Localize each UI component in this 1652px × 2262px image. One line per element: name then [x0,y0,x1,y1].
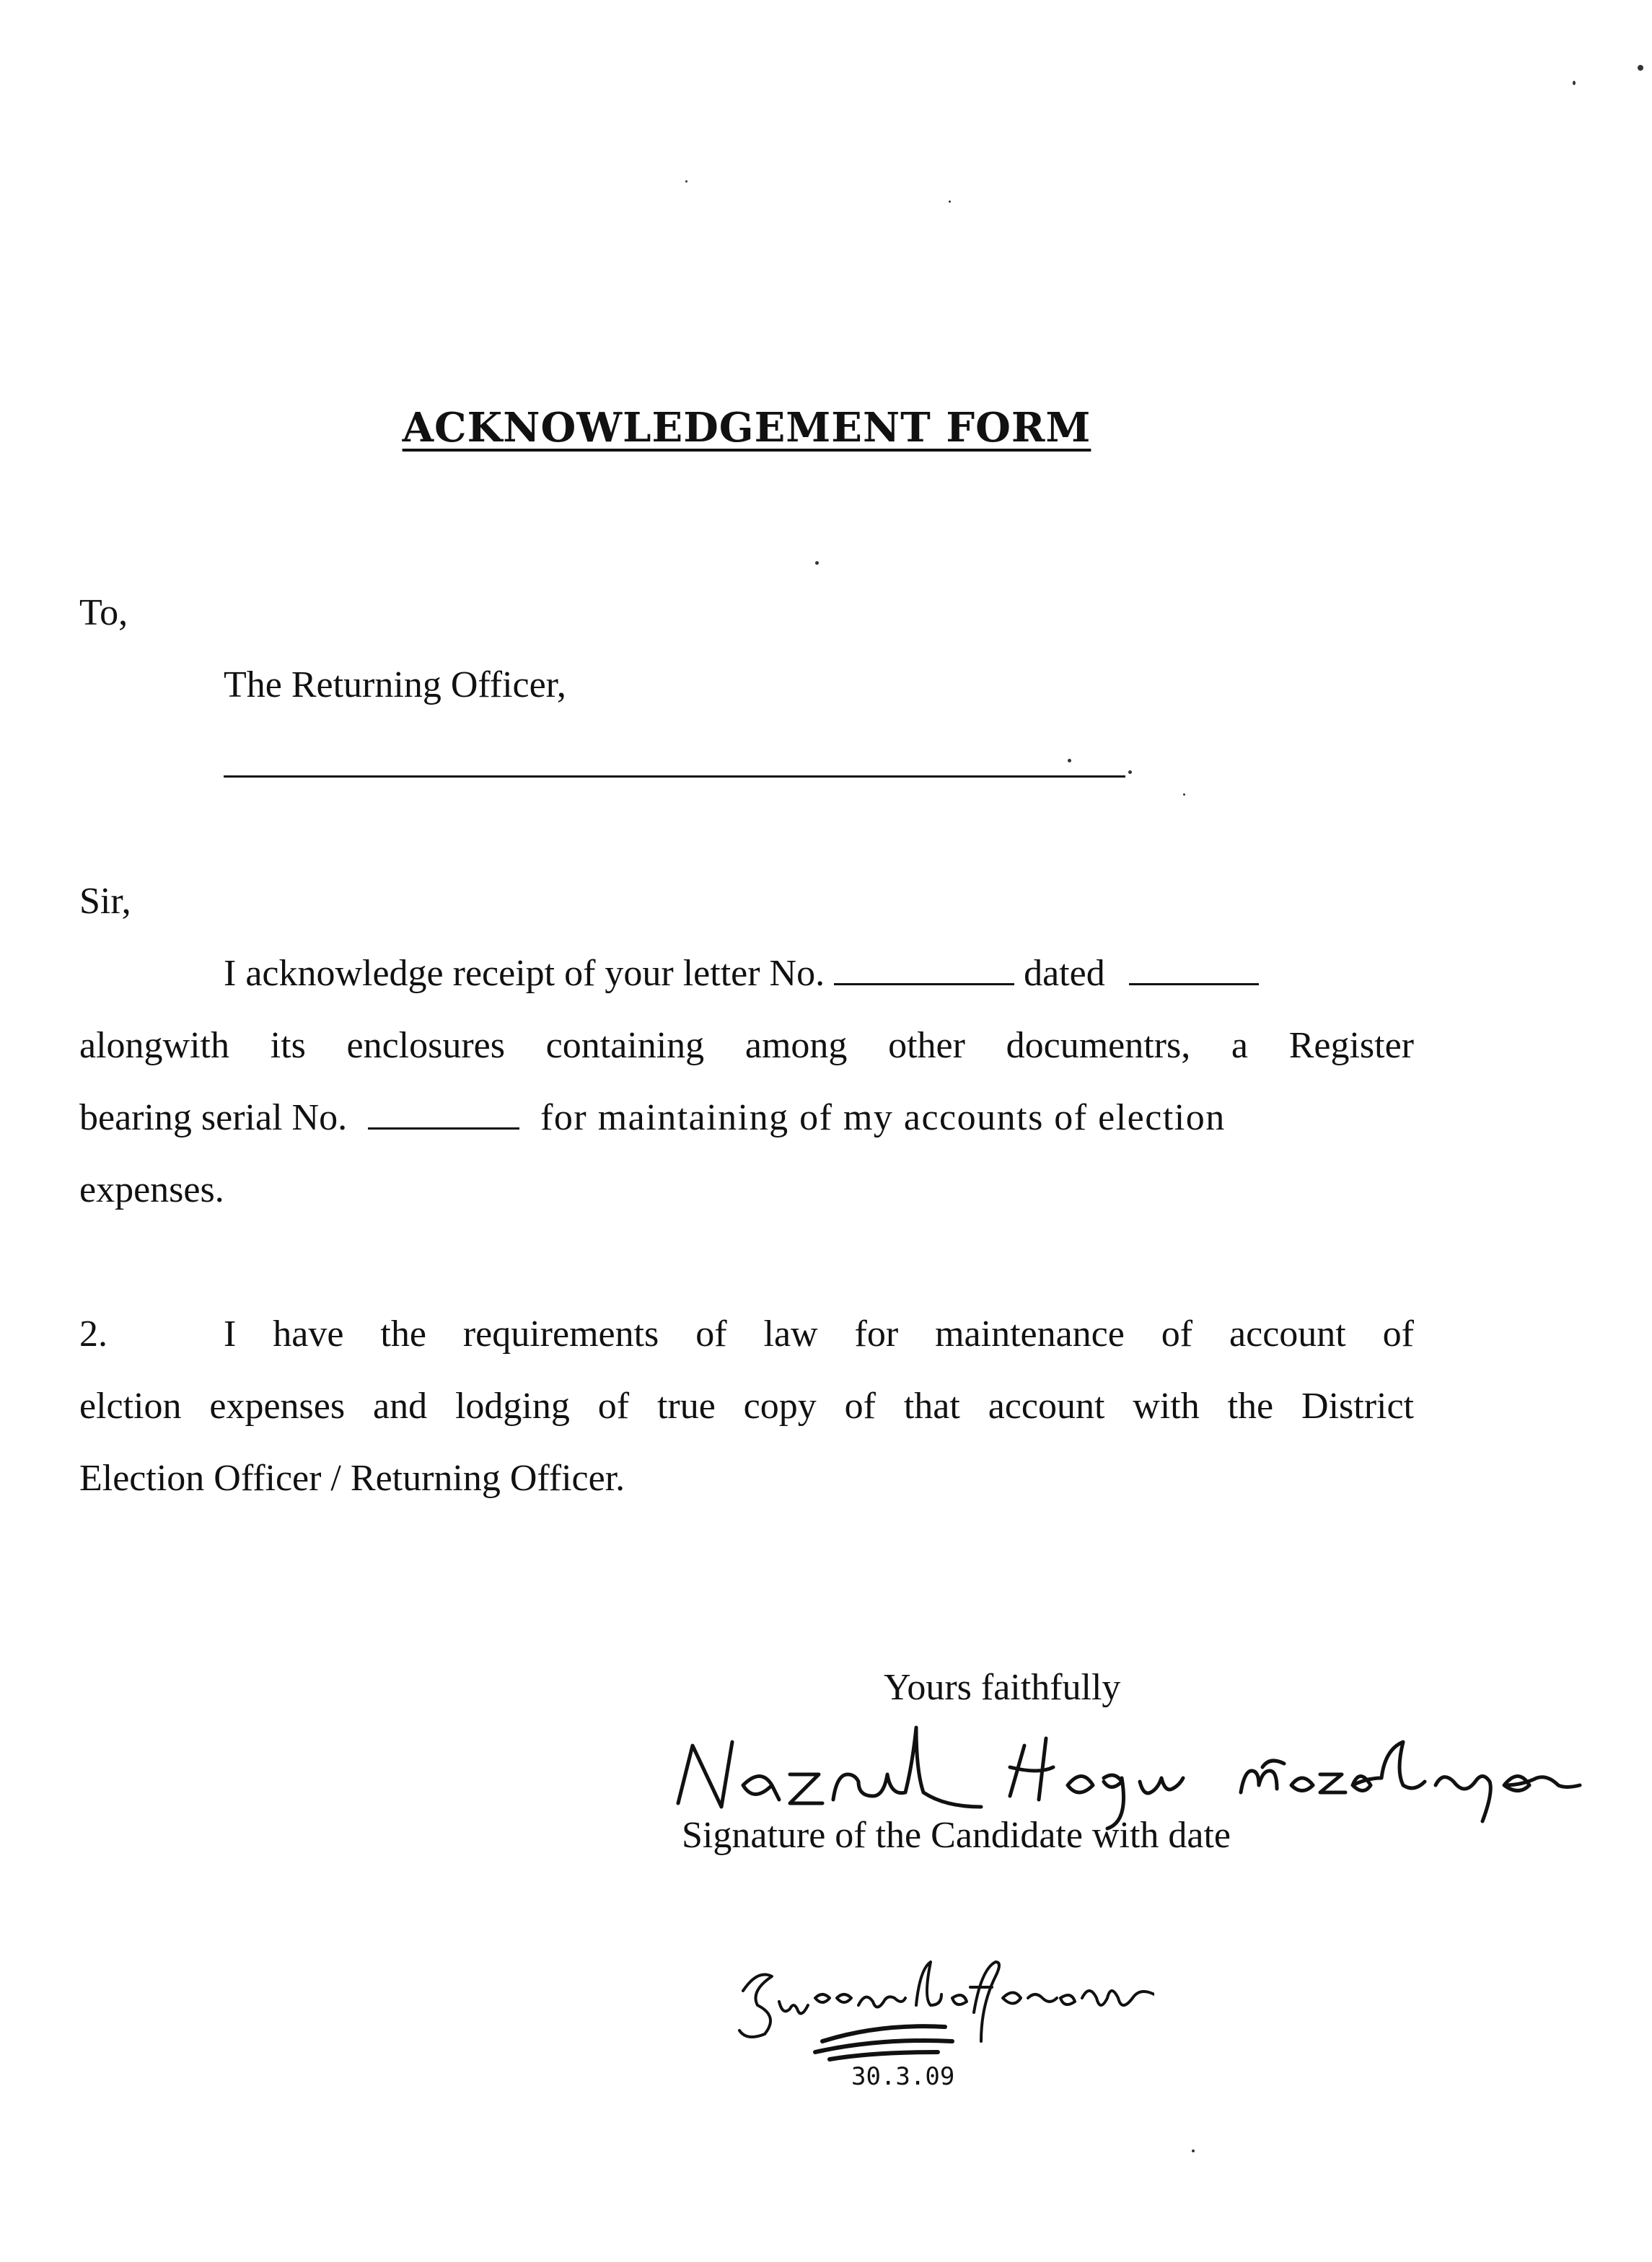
para2-number: 2. [79,1313,107,1355]
closing: Yours faithfully [884,1667,1121,1708]
recipient-line: The Returning Officer, [224,664,566,705]
speck [949,201,951,203]
speck [1573,81,1576,85]
para2-line3: Election Officer / Returning Officer. [79,1458,625,1499]
para1-line3 [79,1096,1414,1139]
signature-label: Signature of the Candidate with date [682,1815,1231,1856]
para1-line3-text-a: bearing serial No. [79,1097,348,1138]
serial-number-blank [368,1127,519,1130]
salutation: Sir, [79,881,131,922]
speck [1068,759,1071,762]
speck [685,180,687,182]
letter-number-blank [834,982,1014,985]
para1-line3-text-b: for maintaining of my accounts of election [540,1097,1226,1138]
to-label: To, [79,592,128,633]
para2-line1: I have the requirements of law for maintenance of account of [224,1313,1414,1355]
para1-line4: expenses. [79,1169,224,1210]
speck [1192,2149,1195,2152]
para1-line1 [224,952,1259,995]
address-blank-line [224,775,1125,778]
sworn-date: 30.3.09 [851,2062,955,2091]
speck [1638,65,1643,71]
speck [1183,793,1185,796]
speck [815,561,819,565]
para2-line2: elction expenses and lodging of true copy of that account with the District [79,1386,1414,1427]
sworn-stamp [721,1948,1154,2106]
form-title: ACKNOWLEDGEMENT FORM [402,404,1091,452]
date-blank [1129,982,1259,985]
para1-line1-text-a: I acknowledge receipt of your letter No. [224,953,825,994]
sworn-handwriting-icon [721,1948,1154,2106]
para1-line1-text-b: dated [1024,953,1105,994]
para1-line2: alongwith its enclosures containing among other documentrs, a Register [79,1025,1414,1066]
speck [1128,770,1132,774]
